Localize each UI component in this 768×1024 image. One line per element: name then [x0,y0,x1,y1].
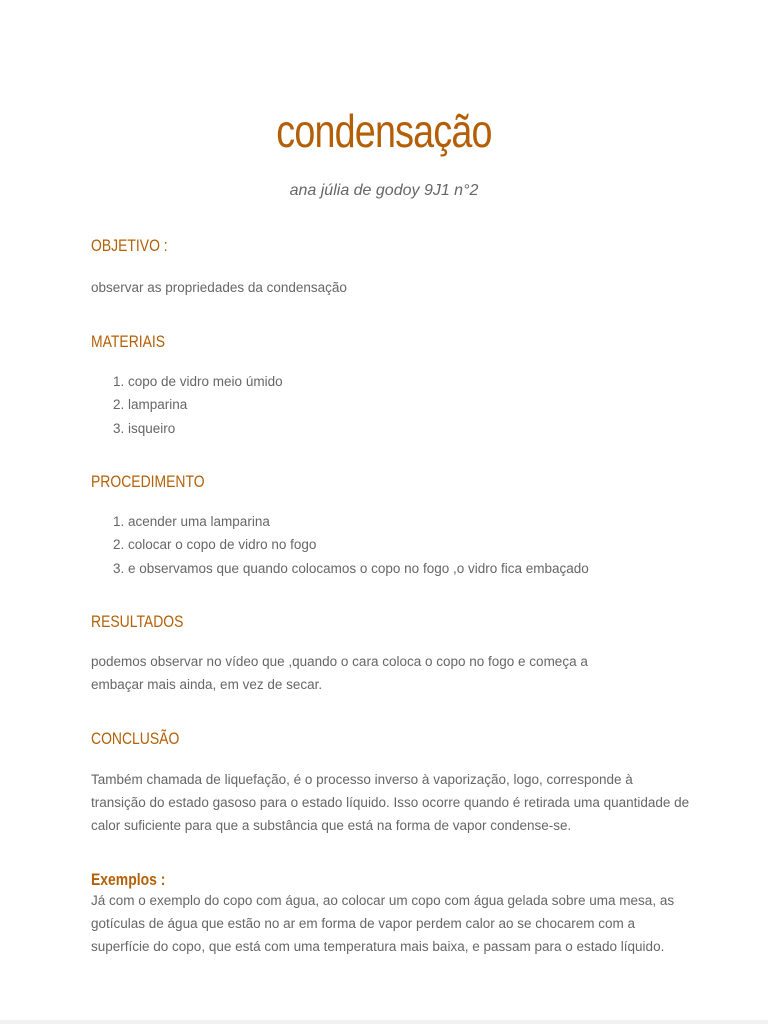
list-item: 1. copo de vidro meio úmido [128,370,283,393]
exemplos-text: Já com o exemplo do copo com água, ao colocar um copo com água gelada sobre uma mesa, as gotículas de água que estão no ar em forma de vapor perdem calor ao se chocarem com a superfície do copo, que está com uma temperatura mais baixa, e passam para o estado líquido. [91,893,675,954]
section-heading-materiais: MATERIAIS [91,332,166,351]
section-heading-exemplos: Exemplos : [91,870,166,889]
list-item: 3. e observamos que quando colocamos o copo no fogo ,o vidro fica embaçado [128,557,589,580]
list-item: 2. colocar o copo de vidro no fogo [128,533,589,556]
objetivo-text: observar as propriedades da condensação [91,280,347,295]
resultados-text: podemos observar no vídeo que ,quando o cara coloca o copo no fogo e começa a embaçar mais ainda, em vez de secar. [91,654,588,692]
procedimento-list [91,510,589,580]
list-item: 2. lamparina [128,393,283,416]
page-bottom-divider [0,1020,768,1024]
conclusao-text: Também chamada de liquefação, é o processo inverso à vaporização, logo, corresponde à transição do estado gasoso para o estado líquido. Isso ocorre quando é retirada uma quantidade de calor suficiente para que a substância que está na forma de vapor condense-se. [91,772,690,833]
document-title: condensação [276,105,492,157]
section-heading-conclusao: CONCLUSÃO [91,729,180,748]
materiais-list [91,370,283,440]
document-subtitle: ana júlia de godoy 9J1 n°2 [289,182,479,199]
section-heading-objetivo: OBJETIVO : [91,236,168,255]
list-item: 1. acender uma lamparina [128,510,589,533]
section-heading-resultados: RESULTADOS [91,612,184,631]
section-heading-procedimento: PROCEDIMENTO [91,472,205,491]
list-item: 3. isqueiro [128,417,283,440]
